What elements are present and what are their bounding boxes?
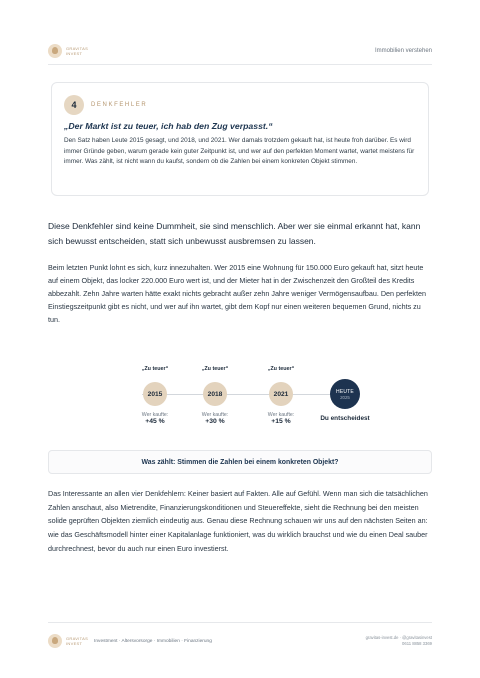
timeline-item-sub: Wer kaufte: bbox=[141, 412, 169, 418]
card-tag: DENKFEHLER bbox=[91, 102, 148, 108]
logo-text-line2: INVEST bbox=[66, 51, 83, 56]
footer-logo bbox=[48, 634, 88, 648]
timeline-item-value: +30 % bbox=[205, 418, 225, 425]
footer-logo-text-line2: INVEST bbox=[66, 641, 83, 646]
timeline-item-value: +15 % bbox=[271, 418, 291, 425]
footer-categories: Investment · Altersvorsorge · Immobilien · Finanzierung bbox=[94, 638, 212, 644]
footer-logo-text-line1: GRAVITAS bbox=[66, 636, 89, 641]
timeline-item-label-empty bbox=[310, 366, 380, 376]
section-title: Immobilien verstehen bbox=[374, 48, 432, 54]
timeline bbox=[120, 366, 380, 430]
body-paragraph-2: Das Interessante an allen vier Denkfehlern: Keiner basiert auf Fakten. Alle auf Gefühl. Wenn man sich die tatsächlichen Zahlen anschaut, also Mietrendite, Finanzierungskonditionen und Steuereffekte, sieht die Rechnung bei den meisten solide geprüften Objekten ziemlich eindeutig aus. Genau diese Rechnung schauen wir uns auf den nächsten Seiten an: wie das Geschäftsmodell hinter einer Kapitalanlage funktioniert, was du wirklich brauchst und wie du einen Deal sauber durchrechnest, bevor du auch nur einen Euro investierst. bbox=[48, 489, 428, 553]
footer-contact-line1: gravitas-invest.de · @gravitasinvest bbox=[365, 635, 432, 640]
card-heading bbox=[64, 95, 147, 115]
card-quote: „Der Markt ist zu teuer, ich hab den Zug verpasst.“ bbox=[64, 121, 273, 131]
footer-contact-line2: 0611 8858 3369 bbox=[402, 641, 432, 646]
timeline-year-circle: 2021 bbox=[269, 382, 293, 406]
timeline-item-sub: Wer kaufte: bbox=[267, 412, 295, 418]
header-divider bbox=[48, 64, 432, 65]
timeline-item-sub: Wer kaufte: bbox=[201, 412, 229, 418]
today-label: HEUTE bbox=[336, 388, 354, 395]
timeline-item-label: „Zu teuer“ bbox=[201, 366, 229, 372]
page-header bbox=[48, 40, 432, 62]
footer-left bbox=[48, 634, 212, 648]
logo-mark-icon bbox=[48, 44, 62, 58]
footer-contact bbox=[366, 635, 432, 647]
timeline-item-label: „Zu teuer“ bbox=[267, 366, 295, 372]
denkfehler-card bbox=[51, 82, 429, 196]
brand-logo bbox=[48, 44, 88, 58]
timeline-today-caption: Du entscheidest bbox=[320, 415, 370, 422]
number-badge: 4 bbox=[64, 95, 84, 115]
timeline-year-circle: 2018 bbox=[203, 382, 227, 406]
footer-divider bbox=[48, 622, 432, 623]
logo-text bbox=[66, 46, 88, 56]
logo-text bbox=[66, 636, 88, 646]
timeline-year-circle: 2015 bbox=[143, 382, 167, 406]
body-paragraph-1: Beim letzten Punkt lohnt es sich, kurz innezuhalten. Wer 2015 eine Wohnung für 150.000 Euro gekauft hat, sitzt heute auf einem Objekt, das locker 220.000 Euro wert ist, und der Mieter hat in der Zwischenzeit den Großteil des Kredits abbezahlt. Zehn Jahre warten hätte exakt nichts gebracht außer zehn Jahre weniger Vermögensaufbau. Den perfekten Einstiegszeitpunkt gibt es nicht, und wer auf ihn wartet, gibt dem Kopf nur einen weiteren bequemen Grund, nichts zu tun. bbox=[48, 263, 426, 324]
logo-text-line1: GRAVITAS bbox=[66, 46, 89, 51]
callout-box: Was zählt: Stimmen die Zahlen bei einem konkreten Objekt? bbox=[48, 450, 432, 474]
today-year: 2025 bbox=[340, 394, 350, 400]
timeline-item-2021 bbox=[246, 366, 316, 426]
timeline-item-value: +45 % bbox=[145, 418, 165, 425]
timeline-item-2018 bbox=[180, 366, 250, 426]
timeline-item-label: „Zu teuer“ bbox=[141, 366, 169, 372]
timeline-today-circle bbox=[330, 379, 360, 409]
logo-mark-icon bbox=[48, 634, 62, 648]
page-footer bbox=[48, 631, 432, 651]
timeline-item-today bbox=[310, 366, 380, 422]
card-body: Den Satz haben Leute 2015 gesagt, und 2018, und 2021. Wer damals trotzdem gekauft hat, ist heute froh darüber. Es wird immer Gründe geben, warum gerade kein guter Zeitpunkt ist, und wer auf den perfekten Moment wartet, wartet meistens für immer. Was zählt, ist nicht wann du kaufst, sondern ob die Zahlen bei einem konkreten Objekt stimmen. bbox=[64, 137, 415, 166]
lead-paragraph: Diese Denkfehler sind keine Dummheit, sie sind menschlich. Aber wer sie einmal erkannt hat, kann sich bewusst entscheiden, statt sich unbewusst ausbremsen zu lassen. bbox=[48, 221, 421, 246]
